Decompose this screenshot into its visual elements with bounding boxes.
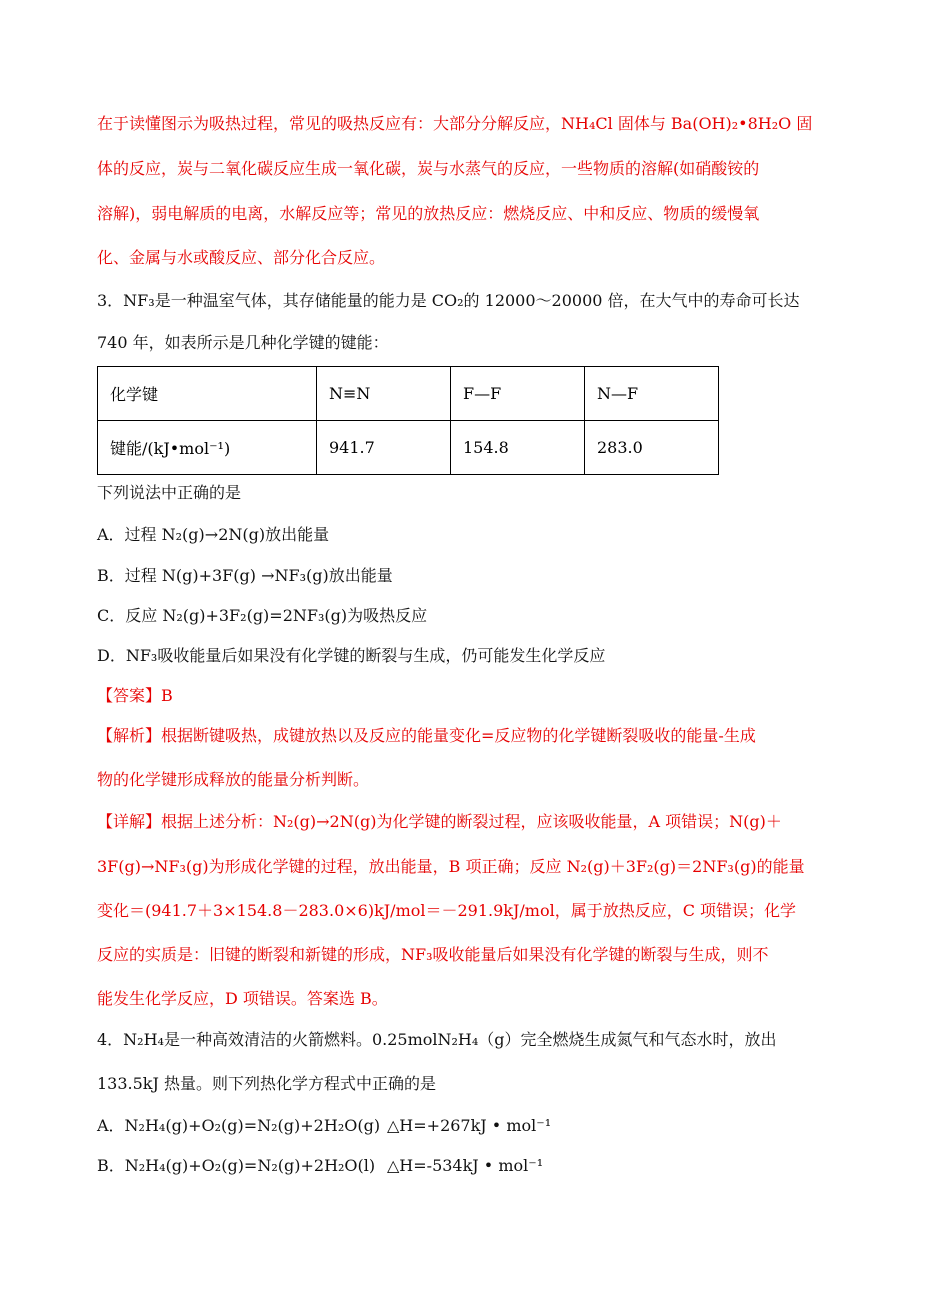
q3-analysis-line-1: 【解析】根据断键吸热，成键放热以及反应的能量变化=反应物的化学键断裂吸收的能量-生成: [97, 726, 756, 745]
q4-option-b-enthalpy: △H=-534kJ • mol⁻¹: [387, 1156, 544, 1175]
q4-stem-line-2: 133.5kJ 热量。则下列热化学方程式中正确的是: [97, 1074, 437, 1093]
table-row: [98, 421, 719, 475]
table-cell: N≡N: [317, 367, 451, 421]
table-cell: 154.8: [451, 421, 585, 475]
q3-option-d: D．NF₃吸收能量后如果没有化学键的断裂与生成，仍可能发生化学反应: [97, 646, 606, 665]
intro-line-4: 化、金属与水或酸反应、部分化合反应。: [97, 248, 386, 267]
q3-analysis-line-2: 物的化学键形成释放的能量分析判断。: [97, 770, 370, 789]
q4-stem-line-1: 4．N₂H₄是一种高效清洁的火箭燃料。0.25molN₂H₄（g）完全燃烧生成氮气和气态水时，放出: [97, 1030, 777, 1049]
q4-option-b: [97, 1156, 544, 1176]
q3-detail-line-5: 能发生化学反应，D 项错误。答案选 B。: [97, 989, 388, 1008]
table-cell: 化学键: [98, 367, 317, 421]
q4-option-b-equation: B．N₂H₄(g)+O₂(g)=N₂(g)+2H₂O(l): [97, 1156, 376, 1175]
q3-detail-line-2: 3F(g)→NF₃(g)为形成化学键的过程，放出能量，B 项正确；反应 N₂(g)＋3F₂(g)＝2NF₃(g)的能量: [97, 857, 805, 876]
q3-option-b: B．过程 N(g)+3F(g) →NF₃(g)放出能量: [97, 566, 393, 585]
table-header-row: [98, 367, 719, 421]
table-cell: F—F: [451, 367, 585, 421]
q3-option-a: A．过程 N₂(g)→2N(g)放出能量: [97, 525, 330, 544]
q3-option-c: C．反应 N₂(g)+3F₂(g)=2NF₃(g)为吸热反应: [97, 606, 428, 625]
table-cell: 键能/(kJ•mol⁻¹): [98, 421, 317, 475]
table-cell: 941.7: [317, 421, 451, 475]
table-cell: N—F: [585, 367, 719, 421]
bond-energy-table: [97, 366, 719, 475]
q4-option-a-enthalpy: △H=+267kJ • mol⁻¹: [387, 1116, 552, 1135]
q4-option-a-equation: A．N₂H₄(g)+O₂(g)=N₂(g)+2H₂O(g): [97, 1116, 381, 1135]
q3-stem-line-1: 3．NF₃是一种温室气体，其存储能量的能力是 CO₂的 12000～20000 倍，在大气中的寿命可长达: [97, 291, 800, 310]
table-cell: 283.0: [585, 421, 719, 475]
q3-prompt: 下列说法中正确的是: [97, 483, 242, 502]
q3-detail-line-1: 【详解】根据上述分析：N₂(g)→2N(g)为化学键的断裂过程，应该吸收能量，A 项错误；N(g)＋: [97, 812, 782, 831]
q3-detail-line-4: 反应的实质是：旧键的断裂和新键的形成，NF₃吸收能量后如果没有化学键的断裂与生成，则不: [97, 945, 769, 964]
q4-option-a: [97, 1116, 552, 1136]
intro-line-2: 体的反应，炭与二氧化碳反应生成一氧化碳，炭与水蒸气的反应，一些物质的溶解(如硝酸铵的: [97, 159, 760, 178]
intro-line-1: 在于读懂图示为吸热过程，常见的吸热反应有：大部分分解反应，NH₄Cl 固体与 Ba(OH)₂•8H₂O 固: [97, 114, 813, 133]
q3-answer: 【答案】B: [97, 686, 173, 705]
q3-detail-line-3: 变化＝(941.7＋3×154.8－283.0×6)kJ/mol＝－291.9kJ/mol，属于放热反应，C 项错误；化学: [97, 901, 797, 920]
q3-stem-line-2: 740 年，如表所示是几种化学键的键能：: [97, 333, 389, 352]
intro-line-3: 溶解)，弱电解质的电离，水解反应等；常见的放热反应：燃烧反应、中和反应、物质的缓慢氧: [97, 204, 760, 223]
